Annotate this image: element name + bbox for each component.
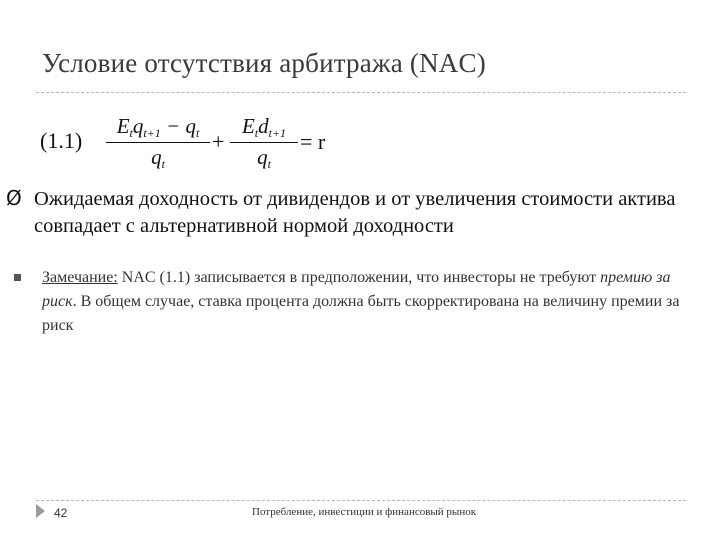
formula: [40, 110, 350, 178]
main-bullet-text: Ожидаемая доходность от дивидендов и от увеличения стоимости актива совпадает с альтернативной нормой доходности: [34, 188, 676, 237]
fraction-dividend-return: [230, 114, 298, 172]
fraction-denominator: $q_t$: [151, 145, 165, 171]
square-bullet-icon: [14, 274, 21, 281]
fraction-denominator: $q_t$: [257, 145, 271, 171]
footer-divider: [36, 500, 686, 501]
equation-number: (1.1): [40, 128, 83, 153]
plus-sign: +: [212, 129, 225, 154]
arrow-bullet-icon: Ø: [6, 186, 22, 210]
triangle-marker-icon: [36, 504, 45, 518]
page-number: 42: [54, 506, 68, 520]
equals-r: = r: [300, 129, 326, 154]
slide-title: Условие отсутствия арбитража (NAC): [42, 48, 486, 78]
remark-label: Замечание:: [42, 269, 118, 286]
fraction-numerator: $E_td_{t+1}$: [241, 114, 287, 140]
remark-text: Замечание: NAC (1.1) записывается в предположении, что инвесторы не требуют премию за риск. В общем случае, ставка процента должна быть скорректирована на величину премии за риск: [42, 269, 680, 334]
fraction-price-return: [106, 114, 210, 172]
risk-premium-term: премию за риск: [42, 269, 671, 310]
title-divider: [36, 92, 686, 93]
fraction-bar: [106, 142, 210, 143]
footer-text: Потребление, инвестиции и финансовый рынок: [252, 506, 477, 518]
fraction-bar: [230, 142, 298, 143]
fraction-numerator: $E_tq_{t+1} - q_t$: [116, 114, 200, 140]
